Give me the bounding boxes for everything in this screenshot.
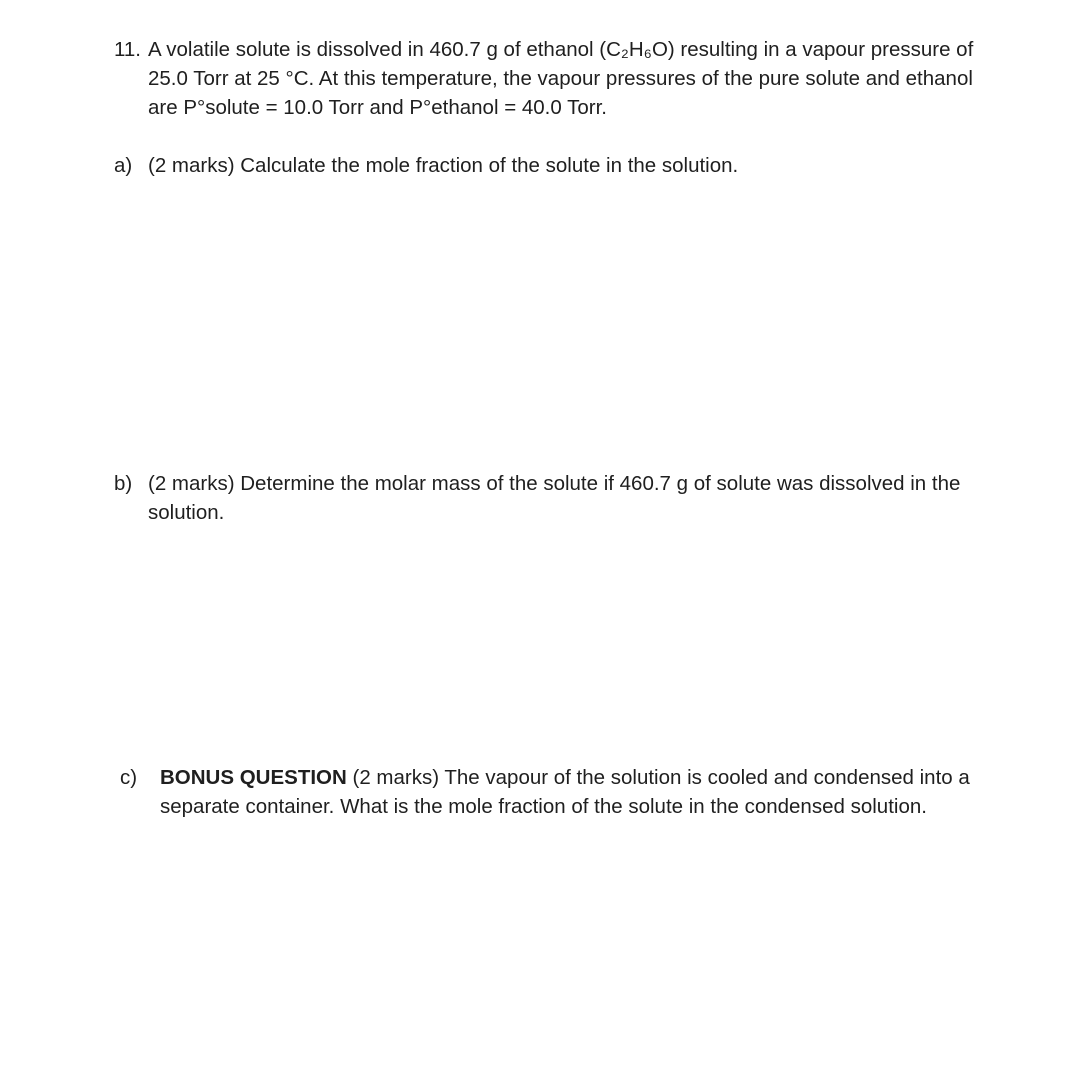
part-b-text: (2 marks) Determine the molar mass of the solute if 460.7 g of solute was dissolved in the solution. bbox=[148, 472, 961, 524]
part-b bbox=[114, 469, 984, 527]
part-a-label: a) bbox=[114, 154, 133, 177]
part-c-body bbox=[160, 763, 980, 821]
question-number: 11. bbox=[114, 38, 141, 61]
part-a bbox=[114, 151, 984, 180]
part-a-text: (2 marks) Calculate the mole fraction of the solute in the solution. bbox=[148, 154, 739, 177]
part-c-label: c) bbox=[120, 766, 138, 789]
question-11 bbox=[114, 35, 984, 122]
question-intro: A volatile solute is dissolved in 460.7 g of ethanol (C₂H₆O) resulting in a vapour pressure of 25.0 Torr at 25 °C. At this temperature, the vapour pressures of the pure solute and ethanol are P°solute = 10.0 Torr and P°ethanol = 40.0 Torr. bbox=[148, 38, 974, 119]
part-c-text: (2 marks) The vapour of the solution is cooled and condensed into a separate container. What is the mole fraction of the solute in the condensed solution. bbox=[160, 766, 970, 818]
bonus-heading: BONUS QUESTION bbox=[160, 766, 347, 789]
part-b-label: b) bbox=[114, 472, 133, 495]
part-c bbox=[120, 763, 980, 821]
